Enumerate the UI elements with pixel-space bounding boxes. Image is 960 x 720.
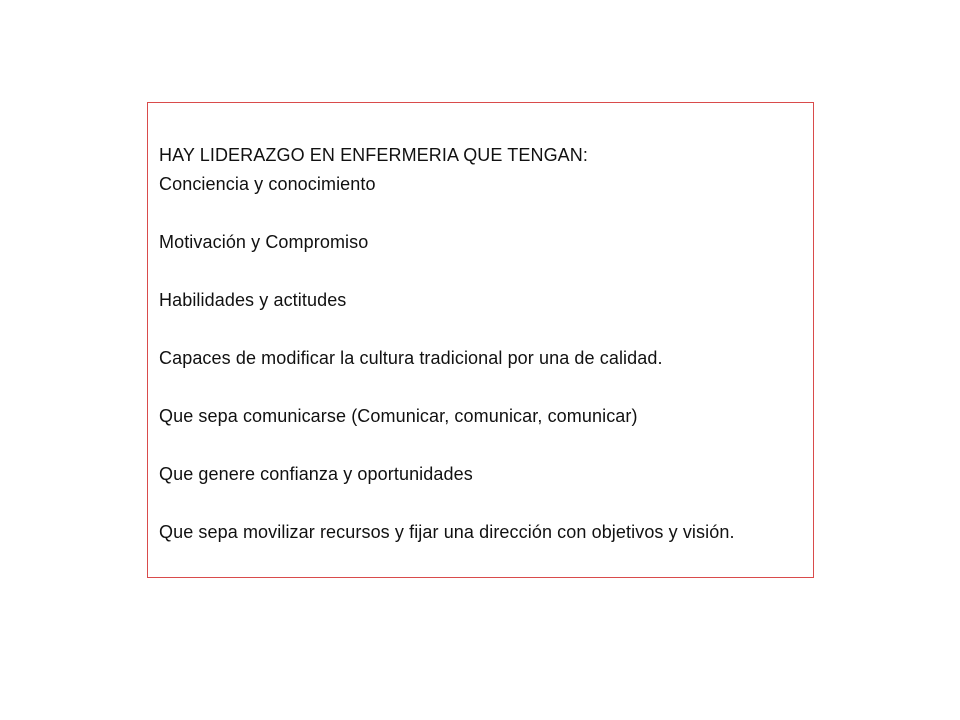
box-heading: HAY LIDERAZGO EN ENFERMERIA QUE TENGAN:: [159, 145, 588, 165]
line-gap: [159, 257, 803, 286]
list-item: Que sepa movilizar recursos y fijar una dirección con objetivos y visión.: [159, 522, 735, 542]
list-item: Conciencia y conocimiento: [159, 174, 376, 194]
line-gap: [159, 431, 803, 460]
list-item: Capaces de modificar la cultura tradicional por una de calidad.: [159, 348, 663, 368]
line-gap: [159, 199, 803, 228]
list-item: Que genere confianza y oportunidades: [159, 464, 473, 484]
line-gap: [159, 315, 803, 344]
list-item: Habilidades y actitudes: [159, 290, 347, 310]
list-item: Motivación y Compromiso: [159, 232, 369, 252]
bordered-text-box: [147, 102, 814, 578]
line-gap: [159, 373, 803, 402]
list-item: Que sepa comunicarse (Comunicar, comunicar, comunicar): [159, 406, 638, 426]
line-gap: [159, 489, 803, 518]
